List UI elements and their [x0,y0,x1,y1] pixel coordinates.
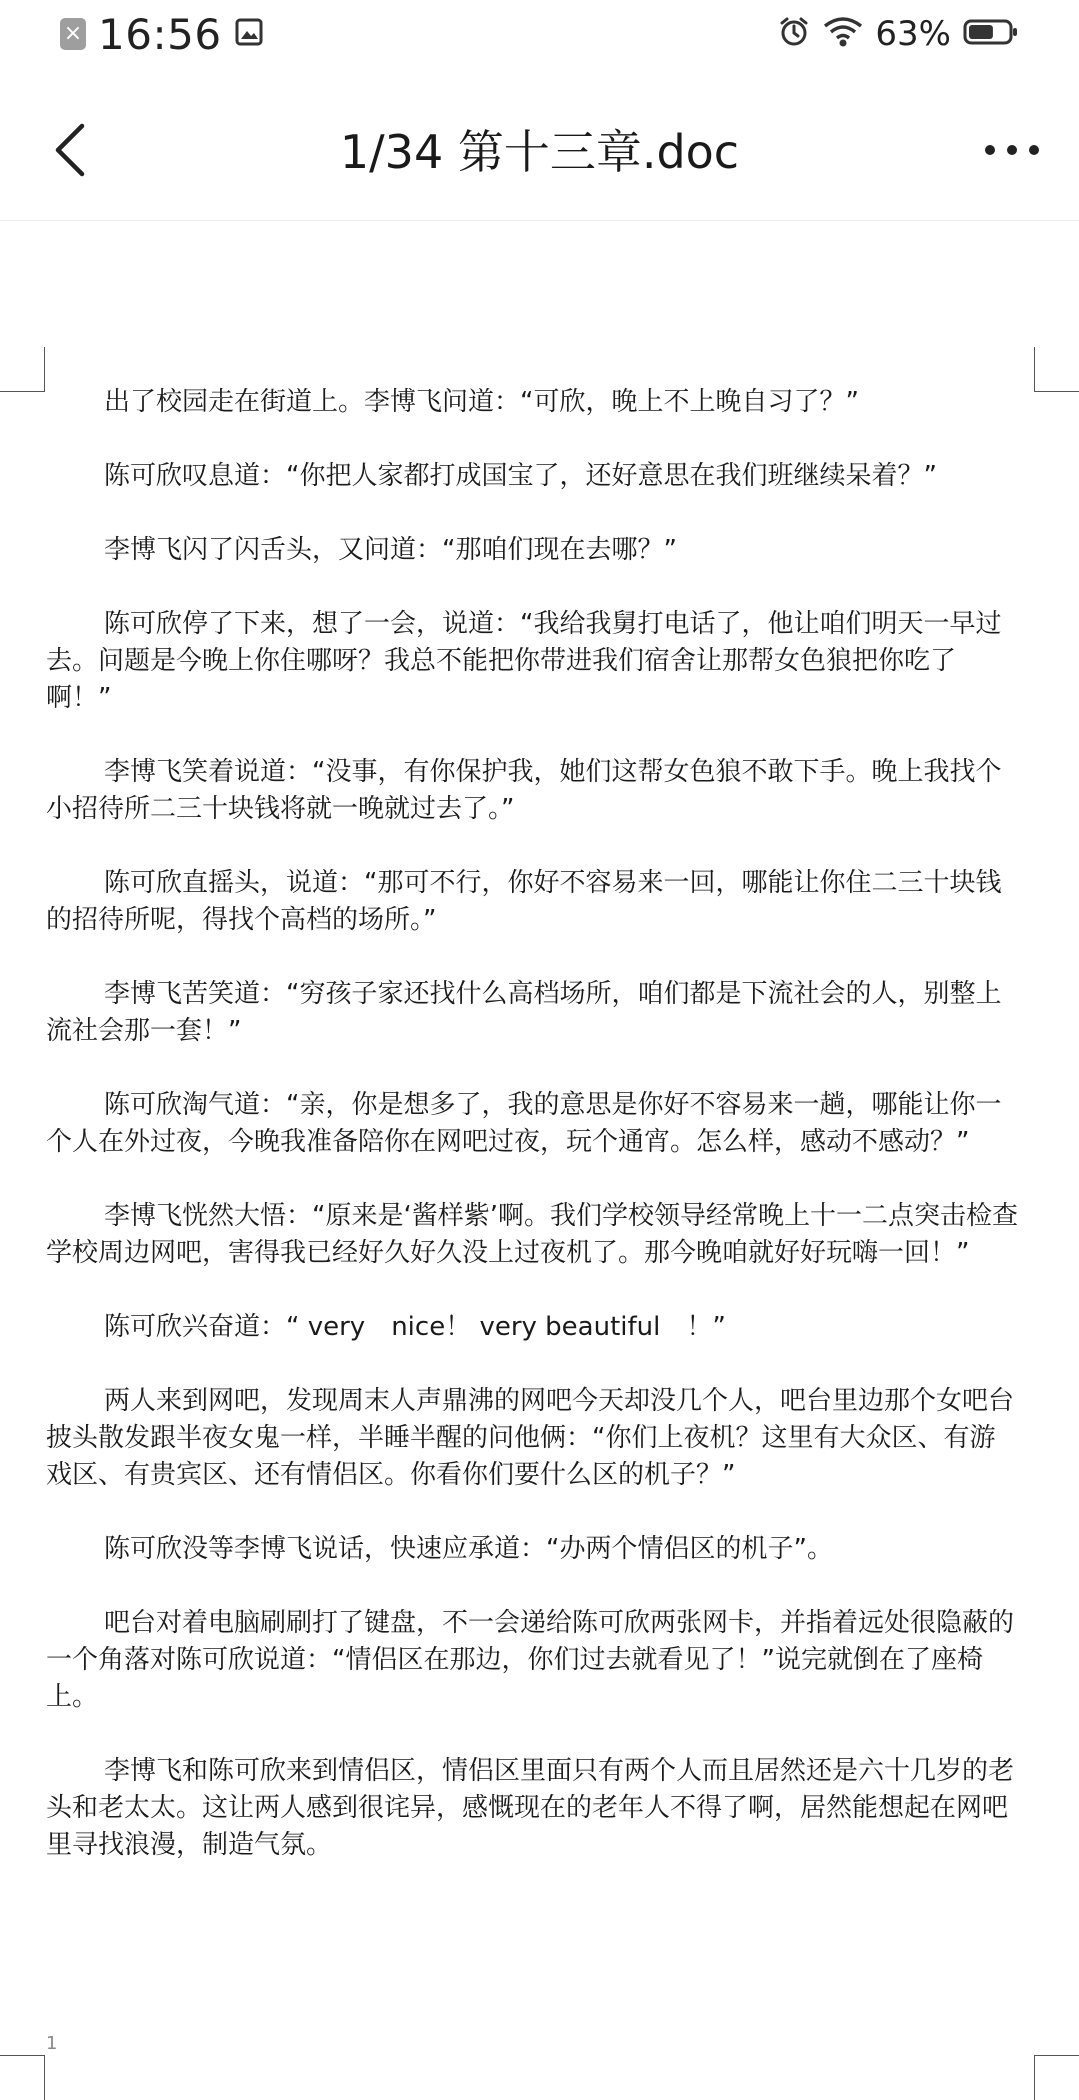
paragraph: 陈可欣淘气道：“亲，你是想多了，我的意思是你好不容易来一趟，哪能让你一个人在外过夜，今晚我准备陪你在网吧过夜，玩个通宵。怎么样，感动不感动？” [46,1090,1002,1157]
battery-icon [963,18,1019,50]
paragraph: 陈可欣停了下来，想了一会，说道：“我给我舅打电话了，他让咱们明天一早过去。问题是今晚上你住哪呀？我总不能把你带进我们宿舍让那帮女色狼把你吃了啊！” [46,609,1002,713]
paragraph: 两人来到网吧，发现周末人声鼎沸的网吧今天却没几个人，吧台里边那个女吧台披头散发跟半夜女鬼一样，半睡半醒的问他俩：“你们上夜机？这里有大众区、有游戏区、有贵宾区、还有情侣区。你看你们要什么区的机子？” [46,1386,1015,1490]
status-right [777,14,1019,54]
paragraph: 陈可欣叹息道：“你把人家都打成国宝了，还好意思在我们班继续呆着？” [104,461,937,491]
paragraph: 出了校园走在街道上。李博飞问道：“可欣，晚上不上晚自习了？” [104,387,859,417]
document-title: 1/34 第十三章.doc [339,125,740,179]
paragraph: 李博飞笑着说道：“没事，有你保护我，她们这帮女色狼不敢下手。晚上我找个小招待所二三十块钱将就一晚就过去了。” [46,757,1002,824]
document-body [46,384,1020,1901]
paragraph: 陈可欣没等李博飞说话，快速应承道：“办两个情侣区的机子”。 [104,1534,833,1564]
paragraph: 李博飞恍然大悟：“原来是‘酱样紫’啊。我们学校领导经常晚上十一二点突击检查学校周边网吧，害得我已经好久好久没上过夜机了。那今晚咱就好好玩嗨一回！” [46,1201,1019,1268]
crop-mark-bottom-left [0,2055,45,2100]
document-page[interactable] [0,221,1079,2087]
wifi-icon [823,16,863,52]
paragraph: 陈可欣兴奋道：“ very nice！ very beautiful ！” [104,1312,726,1342]
back-button[interactable] [40,120,100,180]
crop-mark-bottom-right [1034,2055,1079,2100]
more-dots-icon [984,144,1040,156]
notification-icon: × [60,18,86,50]
crop-mark-top-left [0,347,45,392]
photo-icon [234,17,264,51]
crop-mark-top-right [1034,347,1079,392]
paragraph: 吧台对着电脑刷刷打了键盘，不一会递给陈可欣两张网卡，并指着远处很隐蔽的一个角落对陈可欣说道：“情侣区在那边，你们过去就看见了！”说完就倒在了座椅上。 [46,1608,1015,1712]
alarm-icon [777,15,811,53]
paragraph: 李博飞闪了闪舌头，又问道：“那咱们现在去哪？” [104,535,677,565]
paragraph: 李博飞和陈可欣来到情侣区，情侣区里面只有两个人而且居然还是六十几岁的老头和老太太。这让两人感到很诧异，感慨现在的老年人不得了啊，居然能想起在网吧里寻找浪漫，制造气氛。 [46,1756,1015,1860]
paragraph: 陈可欣直摇头，说道：“那可不行，你好不容易来一回，哪能让你住二三十块钱的招待所呢，得找个高档的场所。” [46,868,1002,935]
more-options-button[interactable] [977,120,1047,180]
status-bar [0,0,1079,68]
back-arrow-icon [52,122,88,178]
battery-percent: 63% [875,14,951,54]
nav-bar [0,80,1079,221]
page-number: 1 [46,2033,58,2054]
paragraph: 李博飞苦笑道：“穷孩子家还找什么高档场所，咱们都是下流社会的人，别整上流社会那一套！” [46,979,1002,1046]
status-time: 16:56 [98,9,222,59]
status-left [60,10,264,59]
